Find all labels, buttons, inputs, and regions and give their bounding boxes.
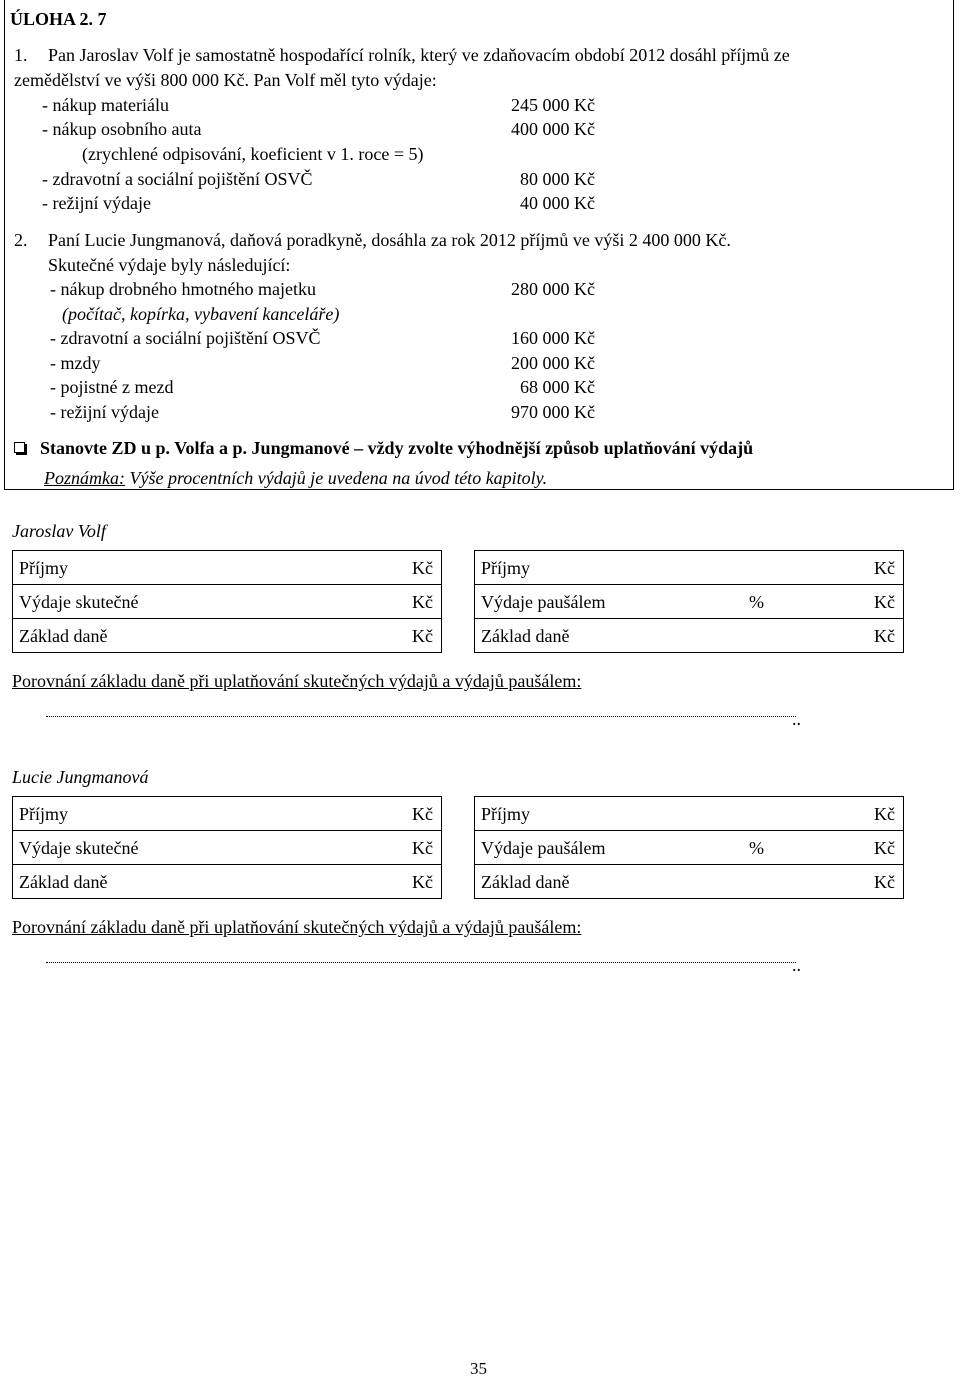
- answer-dotted-line: [46, 960, 796, 963]
- jung-item-label: - režijní výdaje: [50, 402, 159, 422]
- volf-item-amount: 40 000 Kč: [520, 193, 595, 213]
- table-row: [13, 865, 442, 899]
- comparison-heading-jungmanova: Porovnání základu daně při uplatňování skutečných výdajů a výdajů paušálem:: [12, 917, 582, 937]
- volf-item-note: (zrychlené odpisování, koeficient v 1. roce = 5): [82, 144, 424, 164]
- row-percent: %: [749, 837, 764, 858]
- volf-item-label: - zdravotní a sociální pojištění OSVČ: [42, 169, 313, 189]
- row-label: Výdaje skutečné: [19, 837, 139, 858]
- row-percent: %: [749, 591, 764, 612]
- volf-item-amount: 80 000 Kč: [520, 169, 595, 189]
- paragraph-2-line-1: Paní Lucie Jungmanová, daňová poradkyně, dosáhla za rok 2012 příjmů ve výši 2 400 000 Kč.: [48, 230, 731, 250]
- table-row: [475, 865, 904, 899]
- table-row: [475, 551, 904, 585]
- volf-item-amount: 245 000 Kč: [511, 95, 595, 115]
- table-row: [475, 797, 904, 831]
- row-label: Výdaje skutečné: [19, 591, 139, 612]
- answer-dotted-line: [46, 714, 796, 717]
- instruction-text: Stanovte ZD u p. Volfa a p. Jungmanové – vždy zvolte výhodnější způsob uplatňování výdajů: [40, 438, 754, 458]
- paragraph-1-number: 1.: [14, 45, 28, 65]
- table-row: [475, 619, 904, 653]
- row-label: Základ daně: [19, 871, 108, 892]
- table-row: [13, 797, 442, 831]
- volf-item-label: - režijní výdaje: [42, 193, 151, 213]
- dotted-line-tail: ..: [792, 709, 801, 729]
- row-unit: Kč: [412, 591, 433, 612]
- row-label: Základ daně: [481, 625, 570, 646]
- row-unit: Kč: [874, 803, 895, 824]
- jung-actual-expenses-table: [12, 796, 442, 899]
- jung-item-label: - mzdy: [50, 353, 101, 373]
- row-label: Výdaje paušálem: [481, 591, 606, 612]
- row-label: Základ daně: [19, 625, 108, 646]
- jung-item-amount: 200 000 Kč: [511, 353, 595, 373]
- row-label: Příjmy: [19, 803, 69, 824]
- jung-item-note: (počítač, kopírka, vybavení kanceláře): [62, 304, 340, 324]
- row-unit: Kč: [874, 871, 895, 892]
- volf-item-label: - nákup osobního auta: [42, 119, 202, 139]
- row-label: Příjmy: [481, 803, 531, 824]
- comparison-heading-volf: Porovnání základu daně při uplatňování skutečných výdajů a výdajů paušálem:: [12, 671, 582, 691]
- table-row: [13, 585, 442, 619]
- row-label: Výdaje paušálem: [481, 837, 606, 858]
- jung-item-amount: 280 000 Kč: [511, 279, 595, 299]
- jung-item-amount: 160 000 Kč: [511, 328, 595, 348]
- jung-flat-rate-table: [474, 796, 904, 899]
- row-unit: Kč: [874, 557, 895, 578]
- dotted-line-tail: ..: [792, 955, 801, 975]
- table-row: [475, 585, 904, 619]
- row-unit: Kč: [874, 591, 895, 612]
- section-title-jungmanova: Lucie Jungmanová: [12, 767, 149, 787]
- row-unit: Kč: [412, 803, 433, 824]
- table-row: [13, 619, 442, 653]
- row-unit: Kč: [412, 557, 433, 578]
- row-unit: Kč: [412, 625, 433, 646]
- row-unit: Kč: [412, 871, 433, 892]
- volf-actual-expenses-table: [12, 550, 442, 653]
- jung-item-label: - pojistné z mezd: [50, 377, 174, 397]
- row-unit: Kč: [874, 625, 895, 646]
- volf-item-label: - nákup materiálu: [42, 95, 169, 115]
- paragraph-2-line-2: Skutečné výdaje byly následující:: [48, 255, 291, 275]
- paragraph-2-number: 2.: [14, 230, 28, 250]
- section-title-volf: Jaroslav Volf: [12, 521, 106, 541]
- row-unit: Kč: [874, 837, 895, 858]
- volf-item-amount: 400 000 Kč: [511, 119, 595, 139]
- volf-flat-rate-table: [474, 550, 904, 653]
- jung-item-label: - nákup drobného hmotného majetku: [50, 279, 316, 299]
- row-label: Základ daně: [481, 871, 570, 892]
- checkbox-icon: [14, 442, 25, 453]
- row-label: Příjmy: [481, 557, 531, 578]
- table-row: [13, 831, 442, 865]
- paragraph-1-line-1: Pan Jaroslav Volf je samostatně hospodařící rolník, který ve zdaňovacím období 2012 dosáhl příjmů ze: [48, 45, 790, 65]
- table-row: [13, 551, 442, 585]
- jung-item-amount: 68 000 Kč: [520, 377, 595, 397]
- note-label: Poznámka:: [44, 468, 125, 488]
- task-title: ÚLOHA 2. 7: [10, 9, 107, 29]
- row-label: Příjmy: [19, 557, 69, 578]
- note-text: Výše procentních výdajů je uvedena na úvod této kapitoly.: [124, 468, 548, 488]
- note-line: [44, 467, 547, 489]
- row-unit: Kč: [412, 837, 433, 858]
- table-row: [475, 831, 904, 865]
- jung-item-label: - zdravotní a sociální pojištění OSVČ: [50, 328, 321, 348]
- page-number: 35: [470, 1359, 487, 1378]
- paragraph-1-line-2: zemědělství ve výši 800 000 Kč. Pan Volf měl tyto výdaje:: [14, 70, 437, 90]
- jung-item-amount: 970 000 Kč: [511, 402, 595, 422]
